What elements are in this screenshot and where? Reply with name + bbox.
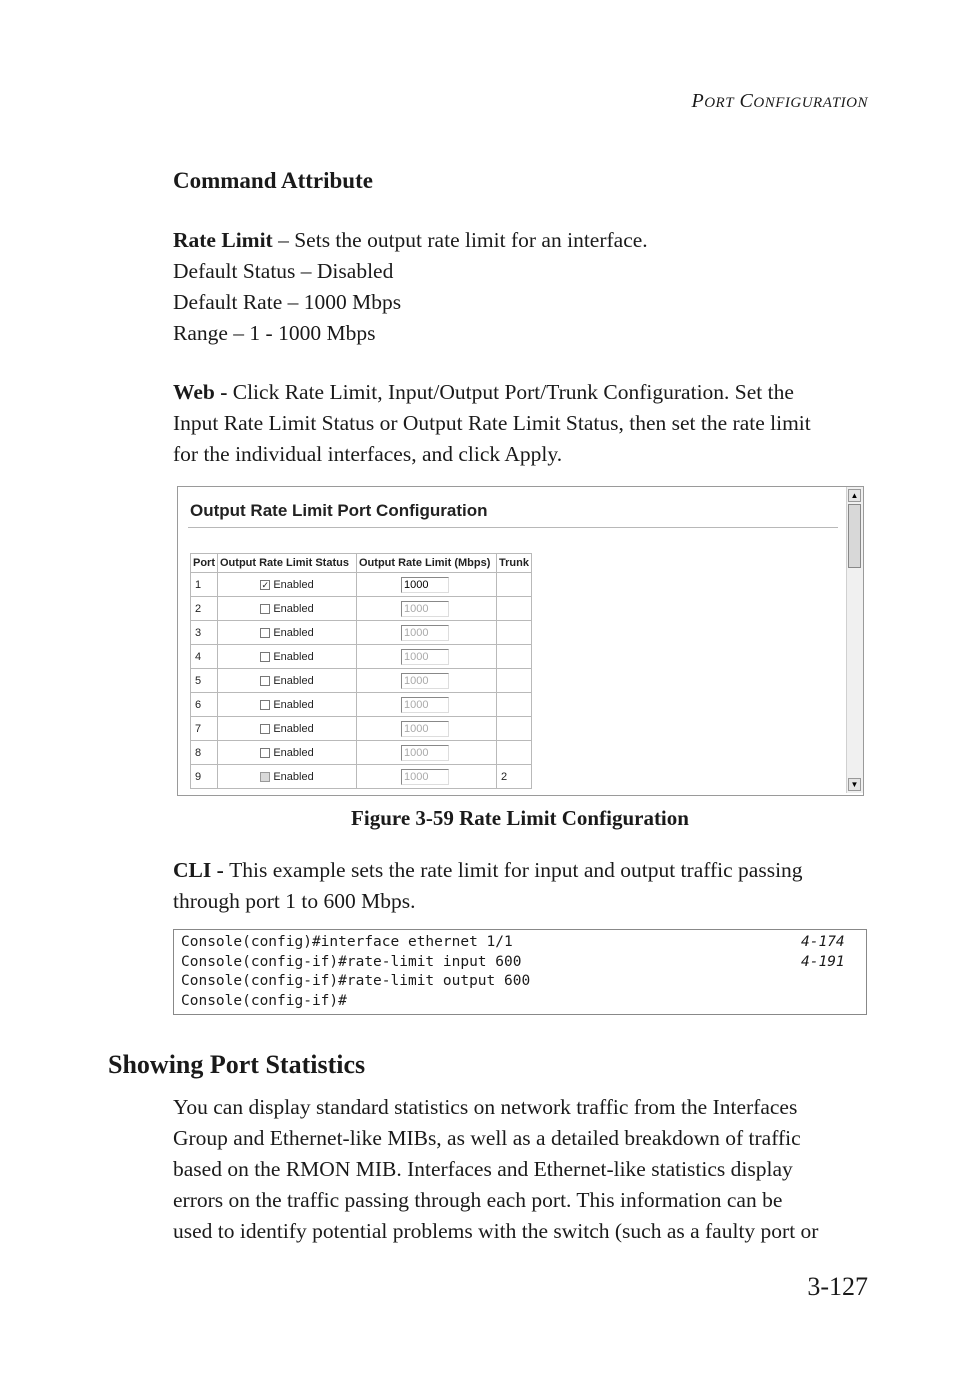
section-heading: Showing Port Statistics [108,1050,366,1079]
rate-limit-input: 1000 [401,673,449,689]
port-cell: 7 [191,717,218,741]
scroll-thumb[interactable] [848,504,861,568]
code-line: Console(config-if)# [181,992,347,1009]
rate-cell [357,573,497,597]
status-cell [218,693,357,717]
enabled-label: Enabled [273,770,314,783]
trunk-cell [497,669,532,693]
vertical-scrollbar[interactable] [846,487,863,793]
port-cell: 9 [191,765,218,789]
rate-limit-term: Rate Limit [173,228,273,252]
port-cell: 2 [191,597,218,621]
code-line: Console(config)#interface ethernet 1/1 4-174 [181,933,866,953]
cli-description: CLI - This example sets the rate limit for input and output traffic passing through port 1 to 600 Mbps. [173,858,803,913]
rate-limit-input: 1000 [401,769,449,785]
rate-limit-input: 1000 [401,601,449,617]
rate-cell [357,669,497,693]
port-cell: 6 [191,693,218,717]
rate-cell [357,741,497,765]
rate-limit-input: 1000 [401,625,449,641]
table-row [191,621,532,645]
rate-limit-input: 1000 [401,745,449,761]
rate-limit-input: 1000 [401,649,449,665]
table-row [191,645,532,669]
checkbox-icon[interactable] [260,700,270,710]
table-row [191,597,532,621]
trunk-cell: 2 [497,765,532,789]
code-line: Console(config-if)#rate-limit output 600 [181,973,531,989]
enabled-label: Enabled [273,746,314,759]
col-status: Output Rate Limit Status [218,554,357,573]
table-row [191,717,532,741]
status-cell [218,645,357,669]
checkbox-checked-icon[interactable]: ✓ [261,579,270,590]
rate-limit-input: 1000 [401,721,449,737]
trunk-cell [497,573,532,597]
title-divider [188,527,838,528]
table-row [191,669,532,693]
rate-limit-input: 1000 [401,697,449,713]
checkbox-icon[interactable] [260,748,270,758]
trunk-cell [497,621,532,645]
port-cell: 4 [191,645,218,669]
web-label: Web - [173,380,233,404]
command-attribute-heading: Command Attribute [173,168,373,193]
rate-limit-table [190,553,532,789]
enabled-label: Enabled [273,650,314,663]
cli-label: CLI - [173,858,230,882]
table-header-row [191,554,532,573]
checkbox-icon [260,772,270,782]
checkbox-icon[interactable] [260,652,270,662]
checkbox-icon[interactable] [260,676,270,686]
default-status: Default Status – Disabled [173,259,394,283]
port-cell: 1 [191,573,218,597]
rate-cell [357,717,497,741]
enabled-label: Enabled [273,578,314,591]
enabled-label: Enabled [273,626,314,639]
status-cell [218,597,357,621]
rate-cell [357,597,497,621]
enabled-label: Enabled [273,722,314,735]
col-trunk: Trunk [497,554,532,573]
status-cell [218,621,357,645]
enabled-label: Enabled [273,698,314,711]
cli-code-block [173,929,867,1015]
trunk-cell [497,717,532,741]
status-cell [218,717,357,741]
code-line: Console(config-if)#rate-limit input 600 4-191 [181,953,866,973]
col-port: Port [191,554,218,573]
page-number: 3-127 [807,1272,868,1301]
screenshot-title: Output Rate Limit Port Configuration [190,501,488,520]
code-reference: 4-191 [801,953,845,970]
port-cell: 5 [191,669,218,693]
status-cell [218,573,357,597]
trunk-cell [497,693,532,717]
rate-limit-input[interactable]: 1000 [401,577,449,593]
figure-caption: Figure 3-59 Rate Limit Configuration [351,806,689,830]
code-reference: 4-174 [801,934,845,950]
port-cell: 8 [191,741,218,765]
port-cell: 3 [191,621,218,645]
checkbox-icon[interactable] [260,604,270,614]
section-body: You can display standard statistics on network traffic from the Interfaces Group and Ethernet-like MIBs, as well as a detailed breakdown of traffic based on the RMON MIB. Interfaces and Ethernet-like statistics display errors on the traffic passing through each port. This information can be used to identify potential problems with the switch (such as a faulty port or [173,1095,819,1243]
table-row [191,741,532,765]
status-cell [218,741,357,765]
col-rate: Output Rate Limit (Mbps) [357,554,497,573]
trunk-cell [497,741,532,765]
status-cell [218,669,357,693]
rate-cell [357,765,497,789]
command-attribute-body [173,225,873,349]
running-head: PORT CONFIGURATION [691,90,868,112]
enabled-label: Enabled [273,674,314,687]
enabled-label: Enabled [273,602,314,615]
rate-range: Range – 1 - 1000 Mbps [173,321,376,345]
checkbox-icon[interactable] [260,628,270,638]
scroll-up-icon[interactable]: ▲ [848,489,861,502]
web-instructions: Web - Click Rate Limit, Input/Output Port/Trunk Configuration. Set the Input Rate Limit Status or Output Rate Limit Status, then set the rate limit for the individual interfaces, and click Apply. [173,380,811,466]
trunk-cell [497,597,532,621]
scroll-down-icon[interactable]: ▼ [848,778,861,791]
trunk-cell [497,645,532,669]
table-row [191,573,532,597]
rate-limit-screenshot [177,486,864,796]
default-rate: Default Rate – 1000 Mbps [173,290,402,314]
rate-limit-desc: – Sets the output rate limit for an interface. [272,228,648,252]
table-row [191,693,532,717]
rate-cell [357,645,497,669]
rate-cell [357,621,497,645]
status-cell [218,765,357,789]
checkbox-icon[interactable] [260,724,270,734]
rate-cell [357,693,497,717]
table-row [191,765,532,789]
